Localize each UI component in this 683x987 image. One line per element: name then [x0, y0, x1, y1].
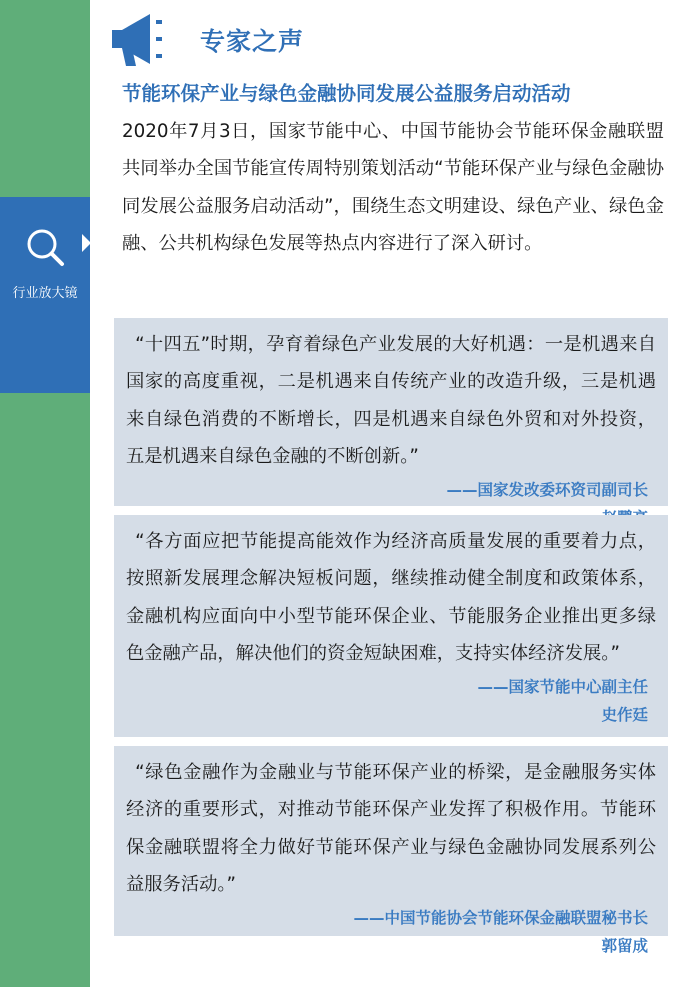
quote-box	[114, 318, 668, 506]
sidebar	[0, 0, 90, 987]
quote-text: “十四五”时期，孕育着绿色产业发展的大好机遇：一是机遇来自国家的高度重视，二是机遇来自传统产业的改造升级，三是机遇来自绿色消费的不断增长，四是机遇来自绿色外贸和对外投资，五是机遇来自绿色金融的不断创新。”	[126, 334, 656, 468]
quote-speaker-name: 郭留成	[601, 936, 648, 955]
quote-box	[114, 515, 668, 737]
quote-text: “各方面应把节能提高能效作为经济高质量发展的重要着力点，按照新发展理念解决短板问题，继续推动健全制度和政策体系，金融机构应面向中小型节能环保企业、节能服务企业推出更多绿色金融产品，解决他们的资金短缺困难，支持实体经济发展。”	[126, 531, 656, 665]
tab-pointer	[82, 234, 91, 252]
quote-speaker-title: ——中国节能协会节能环保金融联盟秘书长	[353, 908, 648, 927]
magnifier-icon	[24, 226, 66, 268]
quote-box	[114, 746, 668, 955]
quote-speaker-title: ——国家发改委环资司副司长	[446, 480, 648, 499]
article-intro: 2020年7月3日，国家节能中心、中国节能协会节能环保金融联盟共同举办全国节能宣传周特别策划活动“节能环保产业与绿色金融协同发展公益服务启动活动”，围绕生态文明建设、绿色产业、绿色金融、公共机构绿色发展等热点内容进行了深入研讨。	[122, 121, 664, 255]
quote-text: “绿色金融作为金融业与节能环保产业的桥梁，是金融服务实体经济的重要形式，对推动节能环保产业发挥了积极作用。节能环保金融联盟将全力做好节能环保产业与绿色金融协同发展系列公益服务活动。”	[126, 762, 656, 896]
megaphone-icon	[110, 10, 172, 68]
article-headline: 节能环保产业与绿色金融协同发展公益服务启动活动	[122, 82, 571, 105]
section-title: 专家之声	[200, 27, 305, 56]
quote-speaker-title: ——国家节能中心副主任	[477, 677, 648, 696]
sidebar-tab-label: 行业放大镜	[12, 286, 78, 301]
quote-speaker-name: 史作廷	[601, 705, 648, 724]
